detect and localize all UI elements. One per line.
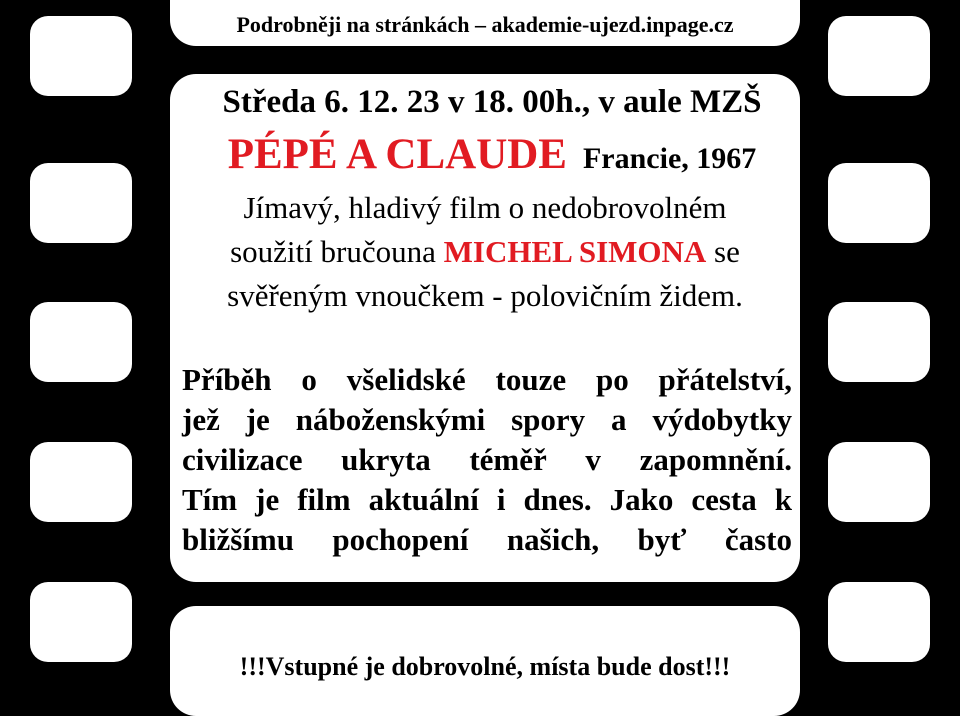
website-note: Podrobněji na stránkách – akademie-ujezd.inpage.cz — [236, 12, 734, 37]
sprocket-hole — [30, 302, 132, 382]
film-frame-bottom — [170, 606, 800, 716]
sprocket-hole — [828, 442, 930, 522]
description-line: soužití bručouna MICHEL SIMONA se — [230, 234, 740, 269]
sprocket-hole — [828, 582, 930, 662]
description-line: Jímavý, hladivý film o nedobrovolném — [243, 190, 727, 225]
film-title: PÉPÉ A CLAUDE — [227, 131, 567, 178]
story-line: bližšímu pochopení našich, byť často — [182, 522, 792, 557]
film-origin: Francie, 1967 — [582, 142, 757, 175]
sprocket-hole — [828, 16, 930, 96]
sprocket-hole — [828, 163, 930, 243]
sprocket-hole — [30, 16, 132, 96]
story-line: jež je náboženskými spory a výdobytky — [182, 402, 792, 437]
film-frame-top — [170, 0, 800, 46]
entry-note: !!!Vstupné je dobrovolné, místa bude dost!!! — [239, 652, 731, 681]
sprocket-hole — [30, 582, 132, 662]
film-frame-main — [170, 74, 800, 582]
film-description — [170, 186, 800, 318]
sprocket-hole — [30, 163, 132, 243]
story-line: Tím je film aktuální i dnes. Jako cesta k — [182, 482, 792, 517]
story-line: civilizace ukryta téměř v zapomnění. — [182, 442, 792, 477]
sprocket-hole — [828, 302, 930, 382]
story-line: Příběh o všelidské touze po přátelství, — [182, 362, 792, 397]
sprocket-hole — [30, 442, 132, 522]
event-date: Středa 6. 12. 23 v 18. 00h., v aule MZŠ — [222, 84, 762, 120]
description-line: svěřeným vnoučkem - polovičním židem. — [227, 278, 743, 313]
actor-name: MICHEL SIMONA — [443, 234, 707, 269]
film-heading — [184, 130, 800, 179]
story-text — [182, 360, 792, 560]
